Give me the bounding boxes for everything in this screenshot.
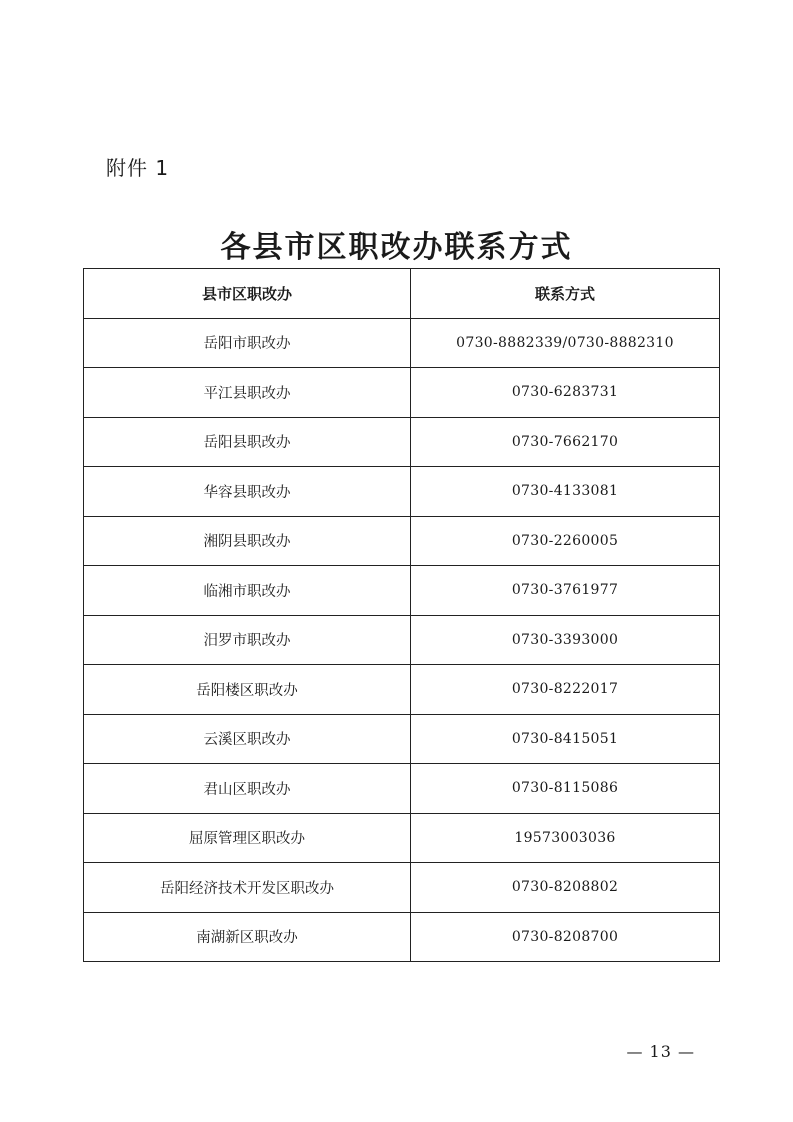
contact-cell: 0730-8415051 — [411, 714, 720, 764]
office-cell: 屈原管理区职改办 — [84, 813, 411, 863]
document-title: 各县市区职改办联系方式 — [220, 230, 573, 265]
header-office: 县市区职改办 — [84, 269, 411, 319]
office-cell: 岳阳经济技术开发区职改办 — [84, 863, 411, 913]
contacts-table — [83, 268, 720, 962]
contact-cell: 0730-8208802 — [411, 863, 720, 913]
table-row — [84, 516, 720, 566]
office-cell: 汨罗市职改办 — [84, 615, 411, 665]
office-cell: 岳阳市职改办 — [84, 318, 411, 368]
table-row — [84, 566, 720, 616]
table-row — [84, 912, 720, 962]
contact-cell: 0730-2260005 — [411, 516, 720, 566]
table-row — [84, 417, 720, 467]
contact-cell: 0730-3393000 — [411, 615, 720, 665]
contact-cell: 0730-7662170 — [411, 417, 720, 467]
table-row — [84, 467, 720, 517]
table-row — [84, 813, 720, 863]
office-cell: 华容县职改办 — [84, 467, 411, 517]
contact-cell: 0730-8115086 — [411, 764, 720, 814]
office-cell: 岳阳楼区职改办 — [84, 665, 411, 715]
table-row — [84, 665, 720, 715]
office-cell: 云溪区职改办 — [84, 714, 411, 764]
contact-cell: 19573003036 — [411, 813, 720, 863]
office-cell: 平江县职改办 — [84, 368, 411, 418]
contact-cell: 0730-4133081 — [411, 467, 720, 517]
table-header-row — [84, 269, 720, 319]
office-cell: 临湘市职改办 — [84, 566, 411, 616]
header-contact: 联系方式 — [411, 269, 720, 319]
contact-cell: 0730-6283731 — [411, 368, 720, 418]
table-row — [84, 863, 720, 913]
office-cell: 岳阳县职改办 — [84, 417, 411, 467]
attachment-label: 附件 1 — [106, 156, 170, 180]
office-cell: 湘阴县职改办 — [84, 516, 411, 566]
table-row — [84, 764, 720, 814]
office-cell: 南湖新区职改办 — [84, 912, 411, 962]
table-row — [84, 714, 720, 764]
contact-cell: 0730-3761977 — [411, 566, 720, 616]
office-cell: 君山区职改办 — [84, 764, 411, 814]
table-row — [84, 368, 720, 418]
page-number: — 13 — — [626, 1042, 695, 1061]
table-row — [84, 318, 720, 368]
table-row — [84, 615, 720, 665]
contact-cell: 0730-8222017 — [411, 665, 720, 715]
contact-cell: 0730-8882339/0730-8882310 — [411, 318, 720, 368]
contact-cell: 0730-8208700 — [411, 912, 720, 962]
